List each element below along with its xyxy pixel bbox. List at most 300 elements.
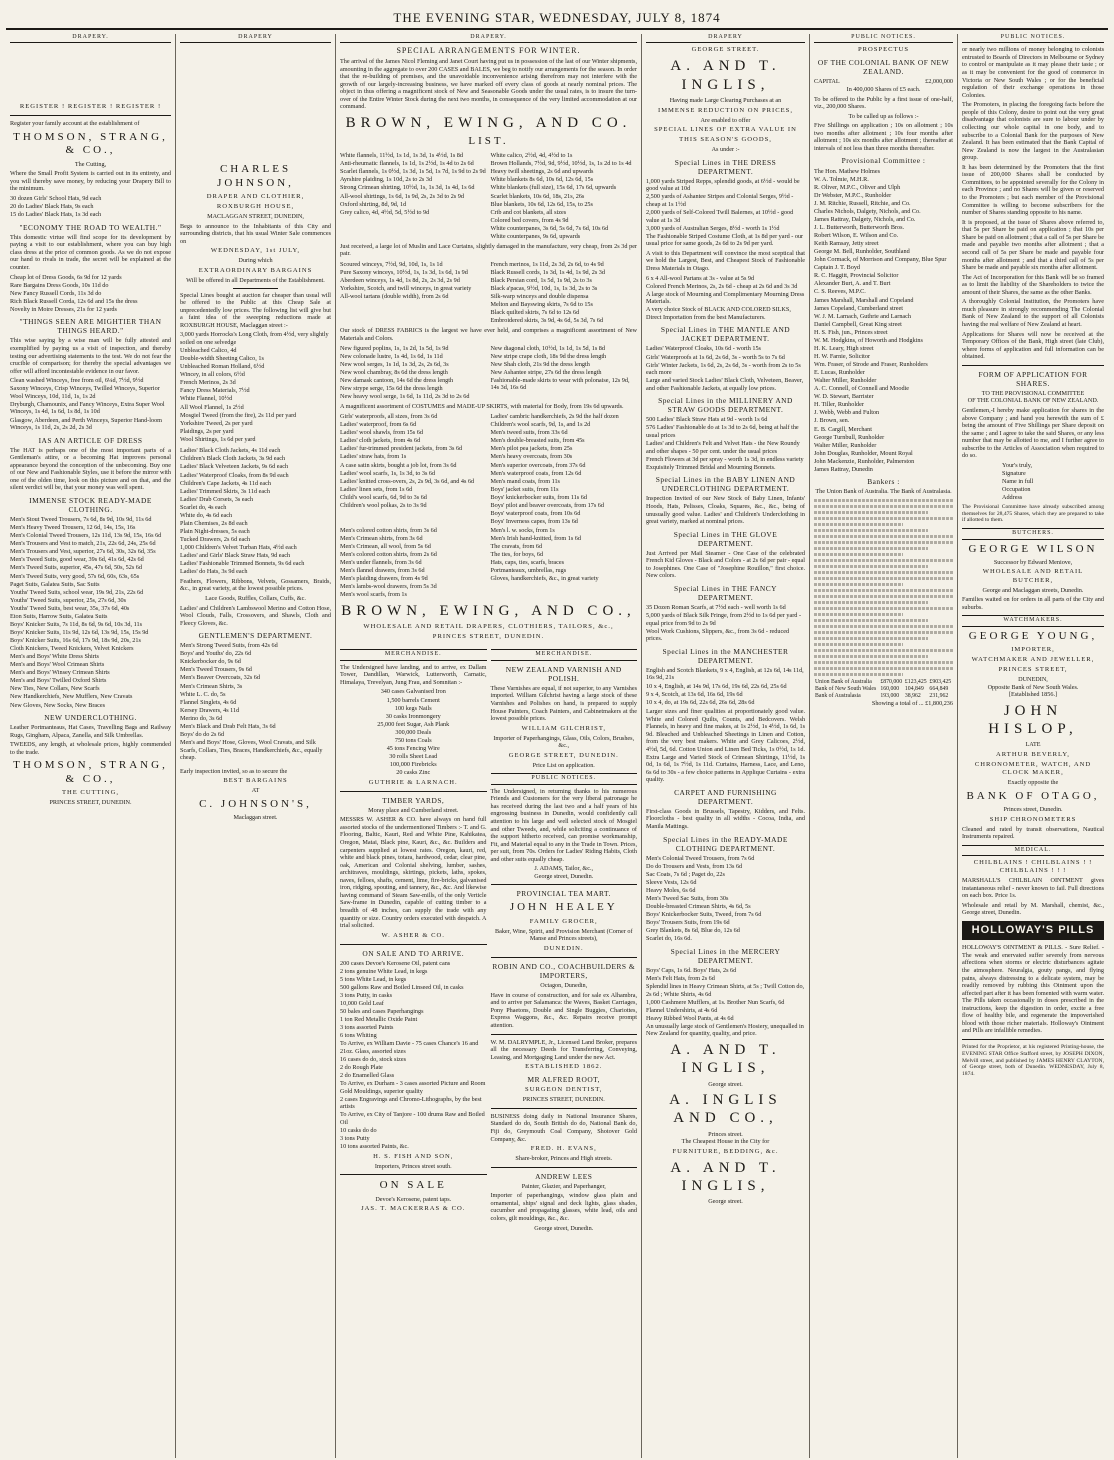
section-heading: NEW ZEALAND VARNISH AND POLISH.	[505, 664, 622, 683]
table-cell: 664,849	[929, 686, 949, 693]
list-item: Boys' jacket suits, from 11s	[490, 485, 559, 493]
form-field-label: Occupation	[1002, 486, 1031, 494]
list-item: Rare Bargains Dress Goods, 10s 11d do	[10, 281, 109, 289]
list-item: The Fashionable Striped Costume Cloth, at 1s 8d per yard - our usual price for same goods, 2s 6d to 2s 9d per yard.	[646, 232, 804, 248]
list-item: 2,500 yards of Ashantee Stripes and Colonial Serges, 9½d - cheap at 1s 1½d	[646, 193, 794, 208]
ad-text: The Act of Incorporation for this Bank will be so framed as to limit the liability of the Shareholders to twice the amount of their Shares, the same as the other Banks.	[962, 273, 1104, 296]
firm-name: GEORGE WILSON	[968, 542, 1098, 555]
table-row	[814, 679, 953, 686]
ad-text: The Promoters, in placing the foregoing facts before the people of this Colony, desire to point out the very great disadvantage that colonists are sure to labour under by collecting our whole capital in one body, and to subscribe to a Colonial Bank for the purposes of New Zealand. It has been estimated that the Bank Capital of New Zealand is now the largest in the Australasian group.	[962, 101, 1104, 162]
section-heading: BANK OF OTAGO,	[966, 789, 1100, 802]
list-item: Unbleached Roman Holland, 6½d	[180, 363, 265, 371]
list-item: Splendid lines in Heavy Crimean Shirts, at 5s ; Twill Cotton do, 2s 6d ; White Shirts, 4s 6d	[646, 983, 805, 998]
list-item: Girls' Waterproofs at 1s 6d, 2s 6d, 3s - worth 5s to 7s 6d	[646, 353, 785, 361]
ladies-list	[180, 447, 331, 576]
list-item: 10 tons assorted Paints, &c.	[340, 1143, 409, 1151]
price-list-left	[340, 152, 487, 241]
list-item: Heavy twill sheetings, 2s 6d and upwards	[490, 168, 594, 176]
list-item: Men's pilot pea jackets, from 25s	[490, 445, 573, 453]
ad-text: or nearly two millions of money belonging to colonists entrusted to Boards of Directors in Melbourne or Sydney to control or manipulate as it may please their taste ; or as it may be convenient for the good of commerce in Victoria or New South Wales ; or for the beneficial regulation of their exchange operations in those Colonies.	[962, 46, 1104, 99]
list-item: 30 dozen Girls' School Hats, 9d each	[10, 194, 102, 202]
firm-address: GEORGE STREET.	[691, 46, 760, 54]
list-item: 10 x 4, do, at 19s 6d, 22s 6d, 26s 6d, 28s 6d	[646, 698, 755, 706]
divider	[10, 115, 171, 116]
list-item: To Arrive, ex Durham - 3 cases assorted Picture and Room Gold Mouldings, superior quality	[340, 1080, 486, 1095]
firm-name: WILLIAM GILCHRIST,	[521, 724, 607, 732]
firm-address: George street, Dunedin.	[534, 1224, 594, 1232]
section-heading: Special Lines in the MERCERY DEPARTMENT.	[670, 946, 781, 965]
merchandise-right	[491, 645, 638, 1232]
list-item: Plaidings, 2s per yard	[180, 427, 234, 435]
ad-text: The Union Bank of Australia. The Bank of Australasia.	[815, 488, 952, 496]
list-item: 10,000 Gold Leaf	[340, 1000, 384, 1008]
list-item: A case satin skirts, bought a job lot, from 3s 6d	[340, 461, 457, 469]
list-item: Men's lambs-wool drawers, from 5s 3d	[340, 582, 437, 590]
divider	[962, 1039, 1104, 1040]
list-item: A. C. Connell, of Connell and Moodie	[814, 385, 910, 393]
list-item: 6 x 4 All-wool Partans at 3s - value at 5s 9d	[646, 274, 755, 282]
ad-text: TWEEDS, any length, at wholesale prices, highly commended to the trade.	[10, 741, 171, 756]
table-cell: 231,962	[929, 693, 949, 700]
firm-subtitle: IMPORTER,	[1011, 645, 1055, 653]
section-heading: GENTLEMEN'S DEPARTMENT.	[198, 631, 313, 641]
list-item: New Ashantee stripe, 27s 6d the dress length	[490, 368, 602, 376]
list-item: R. Oliver, M.P.C., Oliver and Ulph	[814, 183, 901, 191]
ad-text: As under :-	[711, 146, 740, 154]
list-item: 30 casks Ironmongery	[385, 712, 441, 720]
list-item: Ayrshire plaiding, 1s 10d, 2s to 2s 3d	[340, 176, 433, 184]
firm-name: A. INGLIS AND CO.,	[669, 1092, 782, 1127]
list-item: Ladies' fur-trimmed president jackets, from 3s 6d	[340, 445, 463, 453]
section-heading: PUBLIC NOTICES.	[491, 773, 638, 784]
firm-house: ROXBURGH HOUSE,	[216, 203, 295, 211]
ad-text: Devoe's Kerosene, patent taps.	[375, 1195, 452, 1203]
ad-text: Feathers, Flowers, Ribbons, Velvets, Gossamers, Braids, &c., in great variety, at the lowest possible prices.	[180, 577, 331, 593]
firm-address: Maclaggan street.	[233, 814, 278, 822]
list-item: James Rattray, Dalgety, Nichols, and Co.	[814, 215, 916, 223]
list-item: Boys' do do 2s 6d	[180, 730, 225, 738]
list-item: Ladies' Waterproof Cloaks, from 8s 9d each	[180, 471, 289, 479]
list-item: Ladies' wool shawls, from 15s 6d	[340, 429, 423, 437]
list-item: Pure Saxony winceys, 10½d, 1s, 1s 3d, 1s 6d, 1s 9d	[340, 268, 468, 276]
ad-text: The Provisional Committee have already subscribed among themselves for 28,475 Shares, which they are prepared to take if allotted to them.	[962, 503, 1104, 524]
section-heading: BEST BARGAINS	[223, 777, 288, 785]
list-item: Merino do, 3s 6d	[180, 714, 223, 722]
list-item: French Merinos, 2s 3d	[180, 379, 236, 387]
firm-name: BROWN, EWING, AND CO.	[345, 115, 632, 131]
table-cell: Bank of Australasia	[815, 693, 861, 700]
ready-made-list	[646, 855, 805, 943]
list-item: Robert Wilson, E. Wilson and Co.	[814, 232, 899, 239]
ad-text: Importer of paperhangings, window glass plain and ornamental, ships' signal and deck lights, glass shades, cucumber and propagating glasses, white lead, oils and colors, gilt mouldings, &c., &c.	[490, 1192, 637, 1222]
dress-list	[646, 178, 805, 248]
section-heading: Provisional Committee :	[841, 156, 926, 166]
form-field-label: Address	[1002, 494, 1023, 502]
divider	[491, 884, 638, 885]
list-item: Gloves, handkerchiefs, &c., in great variety	[490, 574, 599, 582]
firm-name: JOHN HEALEY	[509, 901, 618, 914]
list-item: Silk-warp winceys and double dispensa	[490, 292, 589, 300]
section-heading: MEDICAL.	[962, 845, 1104, 856]
list-item: John Mackenzie, Runholder, Palmerston	[814, 457, 915, 465]
list-item: Men's Tweed Trousers, 9s 6d	[180, 666, 252, 674]
firm-name: FRED. H. EVANS,	[530, 1145, 597, 1153]
ad-text: To be offered to the Public by a first issue of one-half, viz., 200,000 Shares.	[814, 95, 953, 111]
ad-text: Begs to announce to the Inhabitants of this City and surrounding districts, that his usual Winter Sale commences on	[180, 222, 331, 245]
divider	[491, 1167, 638, 1168]
list-item: Men's Trousers and Vest to match, 21s, 22s 6d, 24s, 25s 6d	[10, 540, 156, 548]
list-item: Rich Black Russell Corda, 12s 6d and 15s the dress	[10, 297, 138, 305]
list-item: Men's and Boys' Hose, Gloves, Wool Cravats, and Silk Scarfs, Collars, Ties, Braces, Handkerchiefs, &c., equally cheap.	[180, 738, 323, 762]
list-item: Exquisitely Trimmed Bridal and Mourning Bonnets.	[646, 463, 776, 471]
section-heading: SHIP CHRONOMETERS	[989, 815, 1077, 823]
list-item: Youths' Tweed Suits, school wear, 19s 9d, 21s, 22s 6d	[10, 588, 144, 596]
ad-text: The HAT is perhaps one of the most important parts of a Gentleman's attire, or a becoming Hat improves personal appearance beyond the conception of the unbecoming. Buy one of our New and Fashionable Styles, use it before the mirror with one of the olden time, look on this picture and on that, and the silent verdict will be, that your money was well spent.	[10, 446, 171, 492]
ad-text: Lace Goods, Ruffles, Collars, Cuffs, &c.	[205, 594, 306, 602]
firm-name: JOHN HISLOP,	[988, 702, 1078, 738]
list-item: Large and varied Stock Ladies' Black Cloth, Velveteen, Beaver, and other Fashionable Jackets, at equally low prices.	[646, 377, 804, 392]
price-columns	[340, 526, 637, 599]
column-heading: DRAPERY.	[10, 34, 171, 43]
ad-text: In 400,000 Shares of £5 each.	[846, 85, 921, 93]
list-item: Boys' Trousers Suits, from 19s 6d	[646, 919, 730, 927]
list-item: White L. C. do, 5s	[180, 690, 226, 698]
ad-text: This wise saying by a wise man will be fully attested and exemplified by paying us a visit of inspection, and thereby testing our advertising statements to the test. We do not fear the crucible of comparison; for thereby the special advantages we offer will afford incontestable evidence in our favor.	[10, 337, 171, 375]
firm-address: Importers, Princes street south.	[374, 1162, 452, 1170]
list-item: Alexander Burt, A. and T. Burt	[814, 280, 891, 288]
section-heading: Bankers :	[867, 477, 900, 487]
list-item: H. S. Fish, jun., Princes street	[814, 328, 888, 336]
divider	[340, 944, 487, 945]
list-item: Men's mand coats, from 11s	[490, 477, 560, 485]
section-heading: THIS SEASON'S GOODS,	[679, 136, 772, 144]
list-item: Men's tweed suits, from 33s 6d	[490, 429, 568, 437]
column-3-4	[336, 34, 642, 1458]
list-item: New strype serge, 15s 6d the dress length	[340, 384, 443, 392]
list-item: Saxony Winceys, Crisp Winceys, Twilled Winceys, Superior Wool Winceys, 10d, 11d, 1s, 1s 2d	[10, 385, 160, 400]
firm-trade: DRAPER AND CLOTHIER,	[206, 193, 305, 201]
section-heading: EXTRAORDINARY BARGAINS	[198, 267, 313, 275]
section-heading: LIST.	[468, 135, 509, 148]
list-item: Novelty in Moire Dresses, 21s for 12 yards	[10, 305, 117, 313]
ad-text: A visit to this Department will convince the most sceptical that we hold the Largest, Best, and Cheapest Stock of Fashionable Dress Materials in Otago.	[646, 249, 805, 272]
list-item: All-wool tartans (double width), from 2s 6d	[340, 292, 449, 300]
firm-address: PRINCES STREET, DUNEDIN.	[49, 799, 132, 807]
firm-name: GEORGE YOUNG,	[968, 629, 1098, 642]
list-item: 10 x 4, English, at 14s 9d, 17s 6d, 19s 6d, 22s 6d, 25s 6d	[646, 682, 787, 690]
list-item: Flannel Undershirts, at 4s 6d	[646, 1006, 718, 1014]
special-lines-list	[180, 331, 331, 443]
list-item: White counterpanes, 9s 6d, upwards	[490, 232, 581, 240]
column-heading: DRAPERY	[646, 34, 805, 43]
firm-address: Opposite Bank of New South Wales.	[987, 683, 1079, 691]
list-item: Fancy Dress Materials, 7½d	[180, 387, 250, 395]
list-item: 50 bales and cases Paperhangings	[340, 1008, 424, 1016]
list-item: A very choice Stock of BLACK AND COLORED SILKS, Direct Importation from the best Manufacturers.	[646, 306, 791, 321]
table-row	[814, 693, 953, 700]
section-heading: IAS AN ARTICLE OF DRESS	[38, 435, 143, 445]
list-item: E. B. Cargill, Merchant	[814, 425, 872, 433]
list-item: 3 tons Putty	[340, 1135, 370, 1143]
list-item: New figured poplins, 1s, 1s 2d, 1s 5d, 1s 9d	[340, 344, 449, 352]
list-item: Men's Tweed Sac Suits, from 30s	[646, 894, 729, 902]
list-item: To Arrive, ex William Davie - 75 cases Chance's 16 and 21oz. Glass, assorted sizes	[340, 1040, 479, 1055]
ad-text: Cleaned and rated by transit observations, Nautical Instruments repaired.	[962, 825, 1104, 841]
ad-text: BUSINESS doing daily in National Insurance Shares, Standard do do, South British do do, National Bank do, Fiji do, Greymouth Coal Company, Shotover Gold Company, &c.	[490, 1112, 637, 1143]
list-item: 20 casks Zinc	[396, 769, 431, 777]
section-heading: Special Lines in THE FANCY DEPARTMENT.	[673, 583, 778, 602]
list-item: To Arrive, ex City of Tanjore - 100 drums Raw and Boiled Oil	[340, 1111, 485, 1126]
table-cell: 160,000	[880, 686, 900, 693]
merchandise-list	[340, 688, 487, 776]
section-heading: CARPET AND FURNISHING DEPARTMENT.	[674, 787, 777, 806]
ad-text: This domestic virtue will find scope for its development by paying a visit to our establishment, where you can buy high class dress at the price of common goods. As we do not expose our hand to rivals in trade, the secret will be explained at the counter.	[10, 233, 171, 271]
list-item: Men's Crimean shirts, from 3s 6d	[340, 534, 423, 542]
list-item: English and Scotch Blankets, 9 x 4, English, at 12s 6d, 14s 11d, 16s 9d, 21s	[646, 666, 804, 682]
ad-text: Leather Portmanteaus, Hat Cases, Travelling Bags and Railway Rugs, Gingham, Alpaca, Zanella, and Silk Umbrellas.	[10, 724, 171, 739]
list-item: 6 tons Whiting	[340, 1032, 377, 1040]
list-item: Scarlet do, 4s each	[180, 503, 227, 511]
list-item: 2 cases Engravings and Chromo-Lithographs, by the best artists	[340, 1095, 482, 1111]
list-item: 340 cases Galvanised Iron	[380, 688, 446, 696]
ad-text: Will be offered in all Departments of the Establishment.	[186, 277, 325, 285]
ad-text: TO THE PROVISIONAL COMMITTEE	[981, 389, 1085, 397]
list-item: Yorkshire Tweed, 2s per yard	[180, 419, 253, 427]
price-list-left	[340, 526, 487, 599]
ad-text: Applications for Shares will now be received at the Temporary Offices of the Bank, High street (late Club), where forms of application and full information can be obtained.	[962, 330, 1104, 361]
list-item: Dryburgh, Chamounix, and Fancy Winceys, Extra Super Wool Winceys, 1s 4d, 1s 6d, 1s 8d, 1s 10d	[10, 400, 165, 416]
list-item: Wool Work Cushions, Slippers, &c., from 3s 6d - reduced prices.	[646, 627, 790, 643]
list-item: Children's Black Cloth Jackets, 3s 9d each	[180, 455, 286, 463]
firm-address: DUNEDIN,	[1018, 676, 1048, 684]
list-item: New Handkerchiefs, New Mufflers, New Cravats	[10, 693, 133, 701]
column-heading: PUBLIC NOTICES.	[814, 34, 953, 43]
list-item: 16 cases do do, stock sizes	[340, 1056, 406, 1063]
ad-text: Have in course of construction, and for sale ex Alhambra, and to arrive per Salamanca: the Waves, Basket Carriages, Pony Phaetons, Double and Single Buggies, Chariottes, Express Waggons, &c., &c. Repairs receive prompt attention.	[490, 991, 637, 1029]
firm-trade: WHOLESALE AND RETAIL BUTCHER,	[982, 568, 1084, 584]
list-item: 1,000 yards Striped Repps, splendid goods, at 6½d - would be good value at 10d	[646, 177, 800, 193]
list-item: Knickerbocker do, 9s 6d	[180, 658, 241, 666]
ad-text: Larger sizes and finer qualities at proportionately good value. White and Colored Quilts, Counts, and Bedcovers. Welsh Flannels, in heavy and fine makes, at 1s 2½d, 1s 4½d, 1s 6d, 1s 9d. Bleached and Unbleached Sheetings in Linen and Cotton, from the very best makers. White and Grey Calicoes, 2½d, 4½d, 5d, 6d. Cotton Union and Linen Bed Ticks, 1s 0½d, 1s 1d. Extra Large and Varied Stock of Crimean Shirtings, 11½d, 1s 0d, 1s 6d, 1s 7½d, 1s 11d. Curtains, Harness, Lace, and Leno, 6s 6d to 30s - a few choice patterns in Applique Curtains - extra quality.	[646, 708, 805, 784]
list-item: Daniel Campbell, Great King street	[814, 320, 902, 328]
list-item: 1,000 Children's Velvet Turban Hats, 4½d each	[180, 544, 297, 552]
ad-text: It is proposed, at the issue of Shares above referred to, that 5s per Share be paid on application ; that 10s per Share be paid on allotment ; that a call of 5s per Share be made and payable two months after allotment ; that a second call of 5s per Share be made and payable four months after allotment ; and that a third call of 5s per Share be made and payable six months after allotment.	[962, 218, 1104, 272]
list-item: New Gloves, New Socks, New Braces	[10, 701, 106, 709]
list-item: 500 Ladies' Black Straw Hats at 9d - worth 1s 6d	[646, 416, 768, 424]
firm-name: A. AND T. INGLIS,	[670, 1159, 781, 1195]
price-list-right	[491, 344, 638, 401]
masthead: THE EVENING STAR, WEDNESDAY, JULY 8, 1874	[6, 4, 1108, 30]
list-item: Mosgiel Tweed (from the fire), 2s 11d per yard	[180, 411, 297, 419]
list-item: Anti-rheumatic flannels, 1s 1d, 1s 2½d, 1s 4d to 2s 6d	[340, 160, 474, 168]
form-field-label: Name in full	[1002, 478, 1034, 486]
section-heading: TIMBER YARDS,	[382, 795, 445, 805]
list-item: Boys' knickerbocker suits, from 11s 6d	[490, 493, 587, 501]
firm-address: George street, Dunedin.	[534, 872, 594, 880]
list-item: Men's Felt Hats, from 2s 6d	[646, 974, 715, 982]
list-item: 576 Ladies' Fashionable do at 1s 3d to 2s 6d, being at half the usual prices	[646, 424, 799, 440]
ad-text: The Cheapest House in the City for	[681, 1138, 770, 1146]
section-heading: ON SALE AND TO ARRIVE.	[362, 948, 465, 958]
millinery-list	[646, 416, 805, 471]
section-heading: Special Lines in the BABY LINEN AND UNDERCLOTHING DEPARTMENT.	[655, 475, 796, 494]
firm-name: MR ALFRED ROOT,	[527, 1075, 600, 1085]
list-item: Ladies' Trimmed Skirts, 3s 11d each	[180, 487, 270, 495]
column-2	[176, 34, 336, 1458]
list-item: New wool chambray, 8s 6d the dress length	[340, 368, 448, 376]
fancy-list	[646, 604, 805, 643]
list-item: Aberdeen winceys, 1s 4d, 1s 8d, 2s, 2s 3d, 2s 9d	[340, 276, 460, 284]
ad-text: Register your family account at the establishment of	[10, 120, 140, 128]
price-columns	[340, 260, 637, 325]
list-item: Men's Colonial Tweed Trousers, 12s 11d, 13s 9d, 15s, 16s 6d	[10, 532, 162, 540]
list-item: Ladies' linen sets, from 1s 6d	[340, 485, 413, 493]
list-item: Boys' Knicker Suits, 11s 9d, 12s 6d, 13s 9d, 15s, 15s 9d	[10, 628, 149, 636]
list-item: Ladies' knitted cross-overs, 2s, 2s 9d, 3s 6d, and 4s 6d	[340, 477, 475, 485]
list-item: R. C. Haggitt, Provincial Solicitor	[814, 272, 899, 280]
list-item: White blankets (full size), 15s 6d, 17s 6d, upwards	[490, 184, 617, 192]
list-item: Plain Chemises, 2s 8d each	[180, 519, 248, 527]
list-item: Men's heavy overcoats, from 30s	[490, 453, 573, 461]
list-item: J. L. Butterworth, Butterworth Bros.	[814, 223, 905, 231]
list-item: Ladies' Drab Corsets, 3s each	[180, 495, 254, 503]
list-item: Ladies' wool scarfs, 1s, 1s 3d, to 3s 6d	[340, 469, 436, 477]
list-item: Double-width Sheeting Calico, 1s	[180, 355, 264, 363]
list-item: All-wool shirtings, 1s 6d, 1s 9d, 2s, 2s 3d to 2s 9d	[340, 192, 464, 200]
sales-list	[646, 275, 805, 322]
price-list-right	[491, 152, 638, 241]
firm-subtitle: LATE	[1025, 741, 1041, 749]
list-item: Boys' Knickerbocker Suits, Tweed, from 7s 6d	[646, 911, 762, 919]
list-item: Men's Colonial Tweed Trousers, from 7s 6d	[646, 854, 755, 862]
firm-trade: CHRONOMETER, WATCH, AND CLOCK MAKER,	[974, 760, 1092, 776]
table-cell: Union Bank of Australia	[815, 678, 872, 685]
list-item: W. J. M. Larnach, Guthrie and Larnach	[814, 312, 912, 320]
section-heading: IMMENSE STOCK READY-MADE CLOTHING.	[29, 496, 152, 515]
section-heading: CHILBLAINS ! CHILBLAINS ! ! CHILBLAINS ! ! !	[973, 858, 1093, 874]
price-list-left	[340, 344, 487, 401]
list-item: Boys' Inverness capes, from 13s 6d	[490, 517, 578, 525]
clothing-list	[10, 516, 171, 709]
firm-name: W. ASHER & CO.	[381, 931, 445, 939]
mantle-list	[646, 345, 805, 392]
list-item: 5,000 yards of Black Silk Fringe, from 2½d to 1s 6d per yard - equal price from 9d to 2s 9d	[646, 612, 802, 627]
list-item: Ladies' cambric handkerchiefs, 2s 9d the half dozen	[490, 413, 619, 421]
list-item: Do do Trousers and Vests, from 13s 6d	[646, 862, 743, 870]
list-item: Men's and Boys' Twilled Oxford Shirts	[10, 677, 107, 685]
list-item: 3,000 yards of Australian Serges, 8½d - worth 1s 1½d	[646, 224, 780, 232]
list-item: James Copeland, Cumberland street	[814, 304, 904, 312]
ad-text: Just received, a large lot of Muslin and Lace Curtains, slightly damaged in the manufacture, very cheap, from 2s 3d per pair.	[340, 242, 637, 258]
firm-name: GUTHRIE & LARNACH.	[368, 778, 458, 786]
list-item: Flannel Singlets, 4s 6d	[180, 698, 237, 706]
list-item: Oxford shirting, 8d, 9d, 1d	[340, 200, 407, 208]
list-item: Colored French Merinos, 2s, 2s 6d - cheap at 2s 6d and 3s 3d	[646, 282, 798, 290]
list-item: Wm. Fraser, of Strode and Fraser, Runholders	[814, 361, 928, 368]
section-heading: MERCHANDISE.	[491, 649, 638, 660]
divider	[491, 957, 638, 958]
list-item: New Fancy Russell Cords, 11s 3d do	[10, 289, 102, 297]
table-cell: 38,962	[904, 693, 921, 700]
list-item: Men's double-breasted suits, from 45s	[490, 437, 585, 445]
firm-address: George and Maclaggan streets, Dunedin.	[982, 586, 1084, 594]
list-item: 3 tons assorted Paints	[340, 1024, 394, 1032]
list-item: White Flannel, 10½d	[180, 395, 233, 403]
table-cell: Bank of New South Wales	[815, 686, 877, 693]
list-item: Boys' and Youths' do, 22s 6d	[180, 650, 252, 658]
list-item: 100,000 Firebricks	[389, 761, 437, 768]
list-item: Children's Cape Jackets, 4s 11d each	[180, 479, 271, 487]
section-heading: IMMENSE REDUCTION ON PRICES,	[658, 106, 793, 114]
list-item: Child's wool scarfs, 6d, 9d to 3s 6d	[340, 493, 427, 501]
list-item: Eton Suits, Harrow Suits, Galatea Suits	[10, 612, 108, 620]
section-heading: BUTCHERS.	[962, 528, 1104, 539]
section-heading: Special Lines in the MANCHESTER DEPARTMENT.	[662, 646, 789, 665]
section-heading: SPECIAL ARRANGEMENTS FOR WINTER.	[396, 46, 581, 56]
divider	[340, 791, 487, 792]
list-item: Wool Shirtings, 1s 6d per yard	[180, 435, 256, 443]
list-item: New heavy wool serge, 1s 6d, 1s 11d, 2s 3d to 2s 6d	[340, 393, 470, 401]
ad-text: The Undersigned have landing, and to arrive, ex Dallam Tower, Dandillan, Warwick, Lutterworth, Carnatic, Himalaya, Trevelyan, Jung Frau, and Somnitan :-	[340, 663, 487, 686]
list-item: Men's colored cotton shirts, from 2s 6d	[340, 550, 437, 558]
list-item: An unusually large stock of Gentlemen's Hosiery, unequalled in New Zealand for quantity, quality, and price.	[646, 1022, 804, 1038]
list-item: Hats, caps, ties, scarfs, braces	[490, 558, 565, 566]
divider	[491, 1034, 638, 1035]
list-item: Men's and Boys' Wool Crimean Shirts	[10, 661, 105, 669]
list-item: Scarlet flannels, 1s 0½d, 1s 3d, 1s 5d, 1s 7d, 1s 9d to 2s 9d	[340, 168, 486, 176]
ad-text: HOLLOWAY'S OINTMENT & PILLS. - Sure Relief. - The weak and enervated suffer severely from nervous affections when storms or electric disturbances agitate the atmosphere. Neuralgia, gouty pangs, and flying pains, always distressing to a delicate system, may be readily removed by rubbing this Ointment upon the affected part after it has been fomented with warm water. The Pills taken occasionally in doses prescribed in the instructions, keep the digestion in order, excite a free flow of healthy bile, and regenerate the impoverished blood with those richer materials. Holloway's Ointment and Pills are infallible remedies.	[962, 944, 1104, 1035]
list-item: Boys' pilot and beaver overcoats, from 17s 6d	[490, 501, 604, 509]
ad-text: Gentlemen,-I hereby make application for shares in the above Company ; and hand you herewith the sum of £ being the amount of Five Shillings per Share deposit on the same ; and I agree to take the said Shares, or any less number that may be allotted to me, and I further agree to subscribe to the Articles of Association when required to do so.	[962, 407, 1104, 460]
established-date: [Established 1856.]	[1008, 691, 1058, 699]
firm-address: Octagon, Dunedin,	[540, 982, 588, 990]
list-item: Men's Tweed Suits, very good, 57s 6d, 60s, 63s, 65s	[10, 572, 140, 580]
list-item: Plain Night-dresses, 5s each	[180, 527, 250, 535]
list-item: 2 do Rough Plate	[340, 1064, 383, 1072]
ad-text: MESSRS W. ASHER & CO. have always on hand full assorted stocks of the undermentioned Timbers :- T. and G. Flooring, Baltic, Kauri, Red and White Pine, Kahikatea, Oregon, Matai, Black pine, Kauri, &c., &c. Builders and carpenters supplied at lowest rates. Oregon, kauri, red, white and black pines, totara, hardwood, cedar, clear pine, oak, American and Colonial shelving, lumber, sashes, architraves, mouldings, skirtings, pickets, laths, spokes, naves, felloes, shafts, cement, lime, fire-bricks, galvanised iron, ridging, spouting, and tannery, &c., &c. And likewise having command of Steam Saw-mills, of the only Verticle Saw-frame in Dunedin, capable of cutting timber to a breadth of 48 inches, can supply the trade with any quantity or size. Country orders executed with despatch. A trial solicited.	[340, 816, 487, 930]
column-heading: DRAPERY	[180, 34, 331, 43]
list-item: Scoured winceys, 7½d, 9d, 10d, 1s, 1s 1d	[340, 260, 443, 268]
list-item: Yorkshire, Scotch, and twill winceys, in great variety	[340, 284, 472, 292]
section-heading: ROBIN AND CO., COACHBUILDERS & IMPORTERS,	[492, 962, 636, 981]
list-item: The ties, for boys, 6d	[490, 550, 544, 558]
sale-list	[340, 960, 487, 1151]
firm-trade: Importer of Paperhangings, Glass, Oils, Colors, Brushes, &c.,	[493, 734, 635, 750]
price-columns	[340, 344, 637, 401]
list-item: Double-breasted Crimean Shirts, 4s 6d, 5s	[646, 903, 751, 911]
section-heading: WATCHMAKERS.	[962, 615, 1104, 626]
list-item: New Shah cloth, 21s 9d the dress length	[490, 360, 590, 368]
ad-text: Ladies' and Children's Lambswool Merino and Cotton Hose, Wool Clouds, Falls, Crossovers, and Shawls, Cloth and Fleecy Gloves, &c.	[180, 604, 331, 627]
divider	[491, 1108, 638, 1109]
hat-list	[10, 195, 171, 219]
list-item: 9 x 4, Scotch, at 13s 6d, 16s 6d, 19s 6d	[646, 690, 743, 698]
list-item: Men's and Boys' Winsey Crimean Shirts	[10, 669, 110, 677]
merchandise-columns	[340, 645, 637, 1232]
merchandise-left	[340, 645, 487, 1232]
table-cell: 104,849	[904, 686, 924, 693]
section-heading: Special Lines in THE GLOVE DEPARTMENT.	[673, 529, 778, 548]
list-item: Men's Tweed Suits, good wear, 39s 6d, 41s 6d, 42s 6d	[10, 556, 144, 564]
list-item: Men's Strong Tweed Suits, from 42s 6d	[180, 642, 278, 650]
list-item: The cravats, from 6d	[490, 542, 543, 550]
section-heading: ESTABLISHED 1862.	[525, 1063, 603, 1071]
list-item: New wool serges, 1s 1d, 1s 3d, 2s, 2s 6d, 3s	[340, 360, 449, 368]
wincey-list	[10, 377, 171, 431]
list-item: Melton and Bayswing skirts, 7s 6d to 15s	[490, 300, 593, 308]
firm-name: H. S. FISH AND SON,	[373, 1152, 454, 1160]
list-item: Men's colored cotton shirts, from 3s 6d	[340, 526, 437, 534]
